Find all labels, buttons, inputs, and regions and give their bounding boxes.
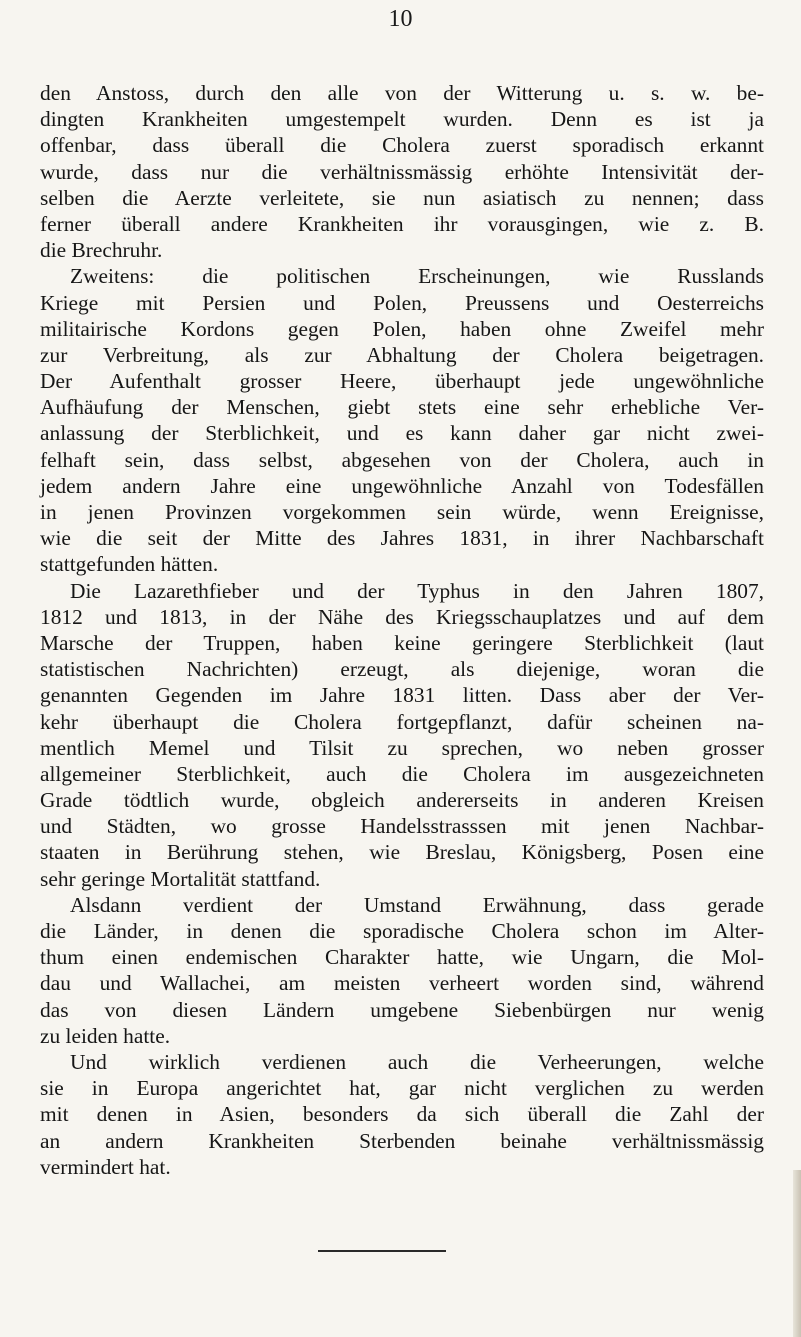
text-line: die Brechruhr. <box>40 238 163 263</box>
text-line: Die Lazarethfieber und der Typhus in den Jahren 1807, <box>70 578 764 603</box>
text-line: thum einen endemischen Charakter hatte, wie Ungarn, die Mol- <box>40 945 764 970</box>
text-line: anlassung der Sterblichkeit, und es kann daher gar nicht zwei- <box>40 421 764 446</box>
text-line: den Anstoss, durch den alle von der Witterung u. s. w. be- <box>40 81 764 105</box>
text-line: allgemeiner Sterblichkeit, auch die Cholera im ausgezeichneten <box>40 761 764 786</box>
text-line: Kriege mit Persien und Polen, Preussens und Oesterreichs <box>40 290 764 315</box>
text-line: militairische Kordons gegen Polen, haben ohne Zweifel mehr <box>40 316 764 341</box>
text-line: an andern Krankheiten Sterbenden beinahe verhältnissmässig <box>40 1128 764 1153</box>
page-edge-shadow <box>793 1170 801 1337</box>
text-line: Aufhäufung der Menschen, giebt stets eine sehr erhebliche Ver- <box>40 395 764 420</box>
text-line: in jenen Provinzen vorgekommen sein würde, wenn Ereignisse, <box>40 500 764 524</box>
text-line: vermindert hat. <box>40 1154 171 1179</box>
text-line: selben die Aerzte verleitete, sie nun asiatisch zu nennen; dass <box>40 185 764 210</box>
text-line: Grade tödtlich wurde, obgleich andererseits in anderen Kreisen <box>40 788 764 813</box>
text-line: Marsche der Truppen, haben keine geringere Sterblichkeit (laut <box>40 630 764 655</box>
text-line: die Länder, in denen die sporadische Cholera schon im Alter- <box>40 919 764 943</box>
text-line: jedem andern Jahre eine ungewöhnliche Anzahl von Todesfällen <box>40 473 764 498</box>
text-line: wie die seit der Mitte des Jahres 1831, in ihrer Nachbarschaft <box>40 526 764 551</box>
text-line: Zweitens: die politischen Erscheinungen, wie Russlands <box>70 264 764 289</box>
body-text <box>40 80 764 1180</box>
text-line: zur Verbreitung, als zur Abhaltung der Cholera beigetragen. <box>40 342 764 367</box>
text-line: Und wirklich verdienen auch die Verheerungen, welche <box>70 1049 764 1074</box>
text-line: das von diesen Ländern umgebene Siebenbürgen nur wenig <box>40 997 764 1022</box>
text-line: dingten Krankheiten umgestempelt wurden. Denn es ist ja <box>40 107 764 132</box>
text-line: wurde, dass nur die verhältnissmässig erhöhte Intensivität der- <box>40 159 764 184</box>
text-line: staaten in Berührung stehen, wie Breslau, Königsberg, Posen eine <box>40 840 764 865</box>
text-line: offenbar, dass überall die Cholera zuerst sporadisch erkannt <box>40 133 764 158</box>
text-line: Alsdann verdient der Umstand Erwähnung, dass gerade <box>70 892 764 917</box>
text-line: ferner überall andere Krankheiten ihr vorausgingen, wie z. B. <box>40 211 764 236</box>
text-line: dau und Wallachei, am meisten verheert worden sind, während <box>40 971 764 996</box>
end-rule <box>318 1250 446 1252</box>
text-line: mit denen in Asien, besonders da sich überall die Zahl der <box>40 1102 764 1127</box>
text-line: 1812 und 1813, in der Nähe des Kriegsschauplatzes und auf dem <box>40 604 764 629</box>
page-number: 10 <box>388 6 413 32</box>
text-line: zu leiden hatte. <box>40 1023 171 1048</box>
text-line: sehr geringe Mortalität stattfand. <box>40 866 321 891</box>
text-line: genannten Gegenden im Jahre 1831 litten. Dass aber der Ver- <box>40 683 764 708</box>
text-line: stattgefunden hätten. <box>40 552 219 577</box>
text-line: statistischen Nachrichten) erzeugt, als diejenige, woran die <box>40 657 764 682</box>
text-line: felhaft sein, dass selbst, abgesehen von der Cholera, auch in <box>40 447 764 472</box>
text-line: sie in Europa angerichtet hat, gar nicht verglichen zu werden <box>40 1076 764 1101</box>
text-line: und Städten, wo grosse Handelsstrasssen mit jenen Nachbar- <box>40 814 764 839</box>
text-line: kehr überhaupt die Cholera fortgepflanzt, dafür scheinen na- <box>40 709 764 734</box>
text-line: mentlich Memel und Tilsit zu sprechen, wo neben grosser <box>40 735 764 760</box>
text-line: Der Aufenthalt grosser Heere, überhaupt jede ungewöhnliche <box>40 369 764 394</box>
